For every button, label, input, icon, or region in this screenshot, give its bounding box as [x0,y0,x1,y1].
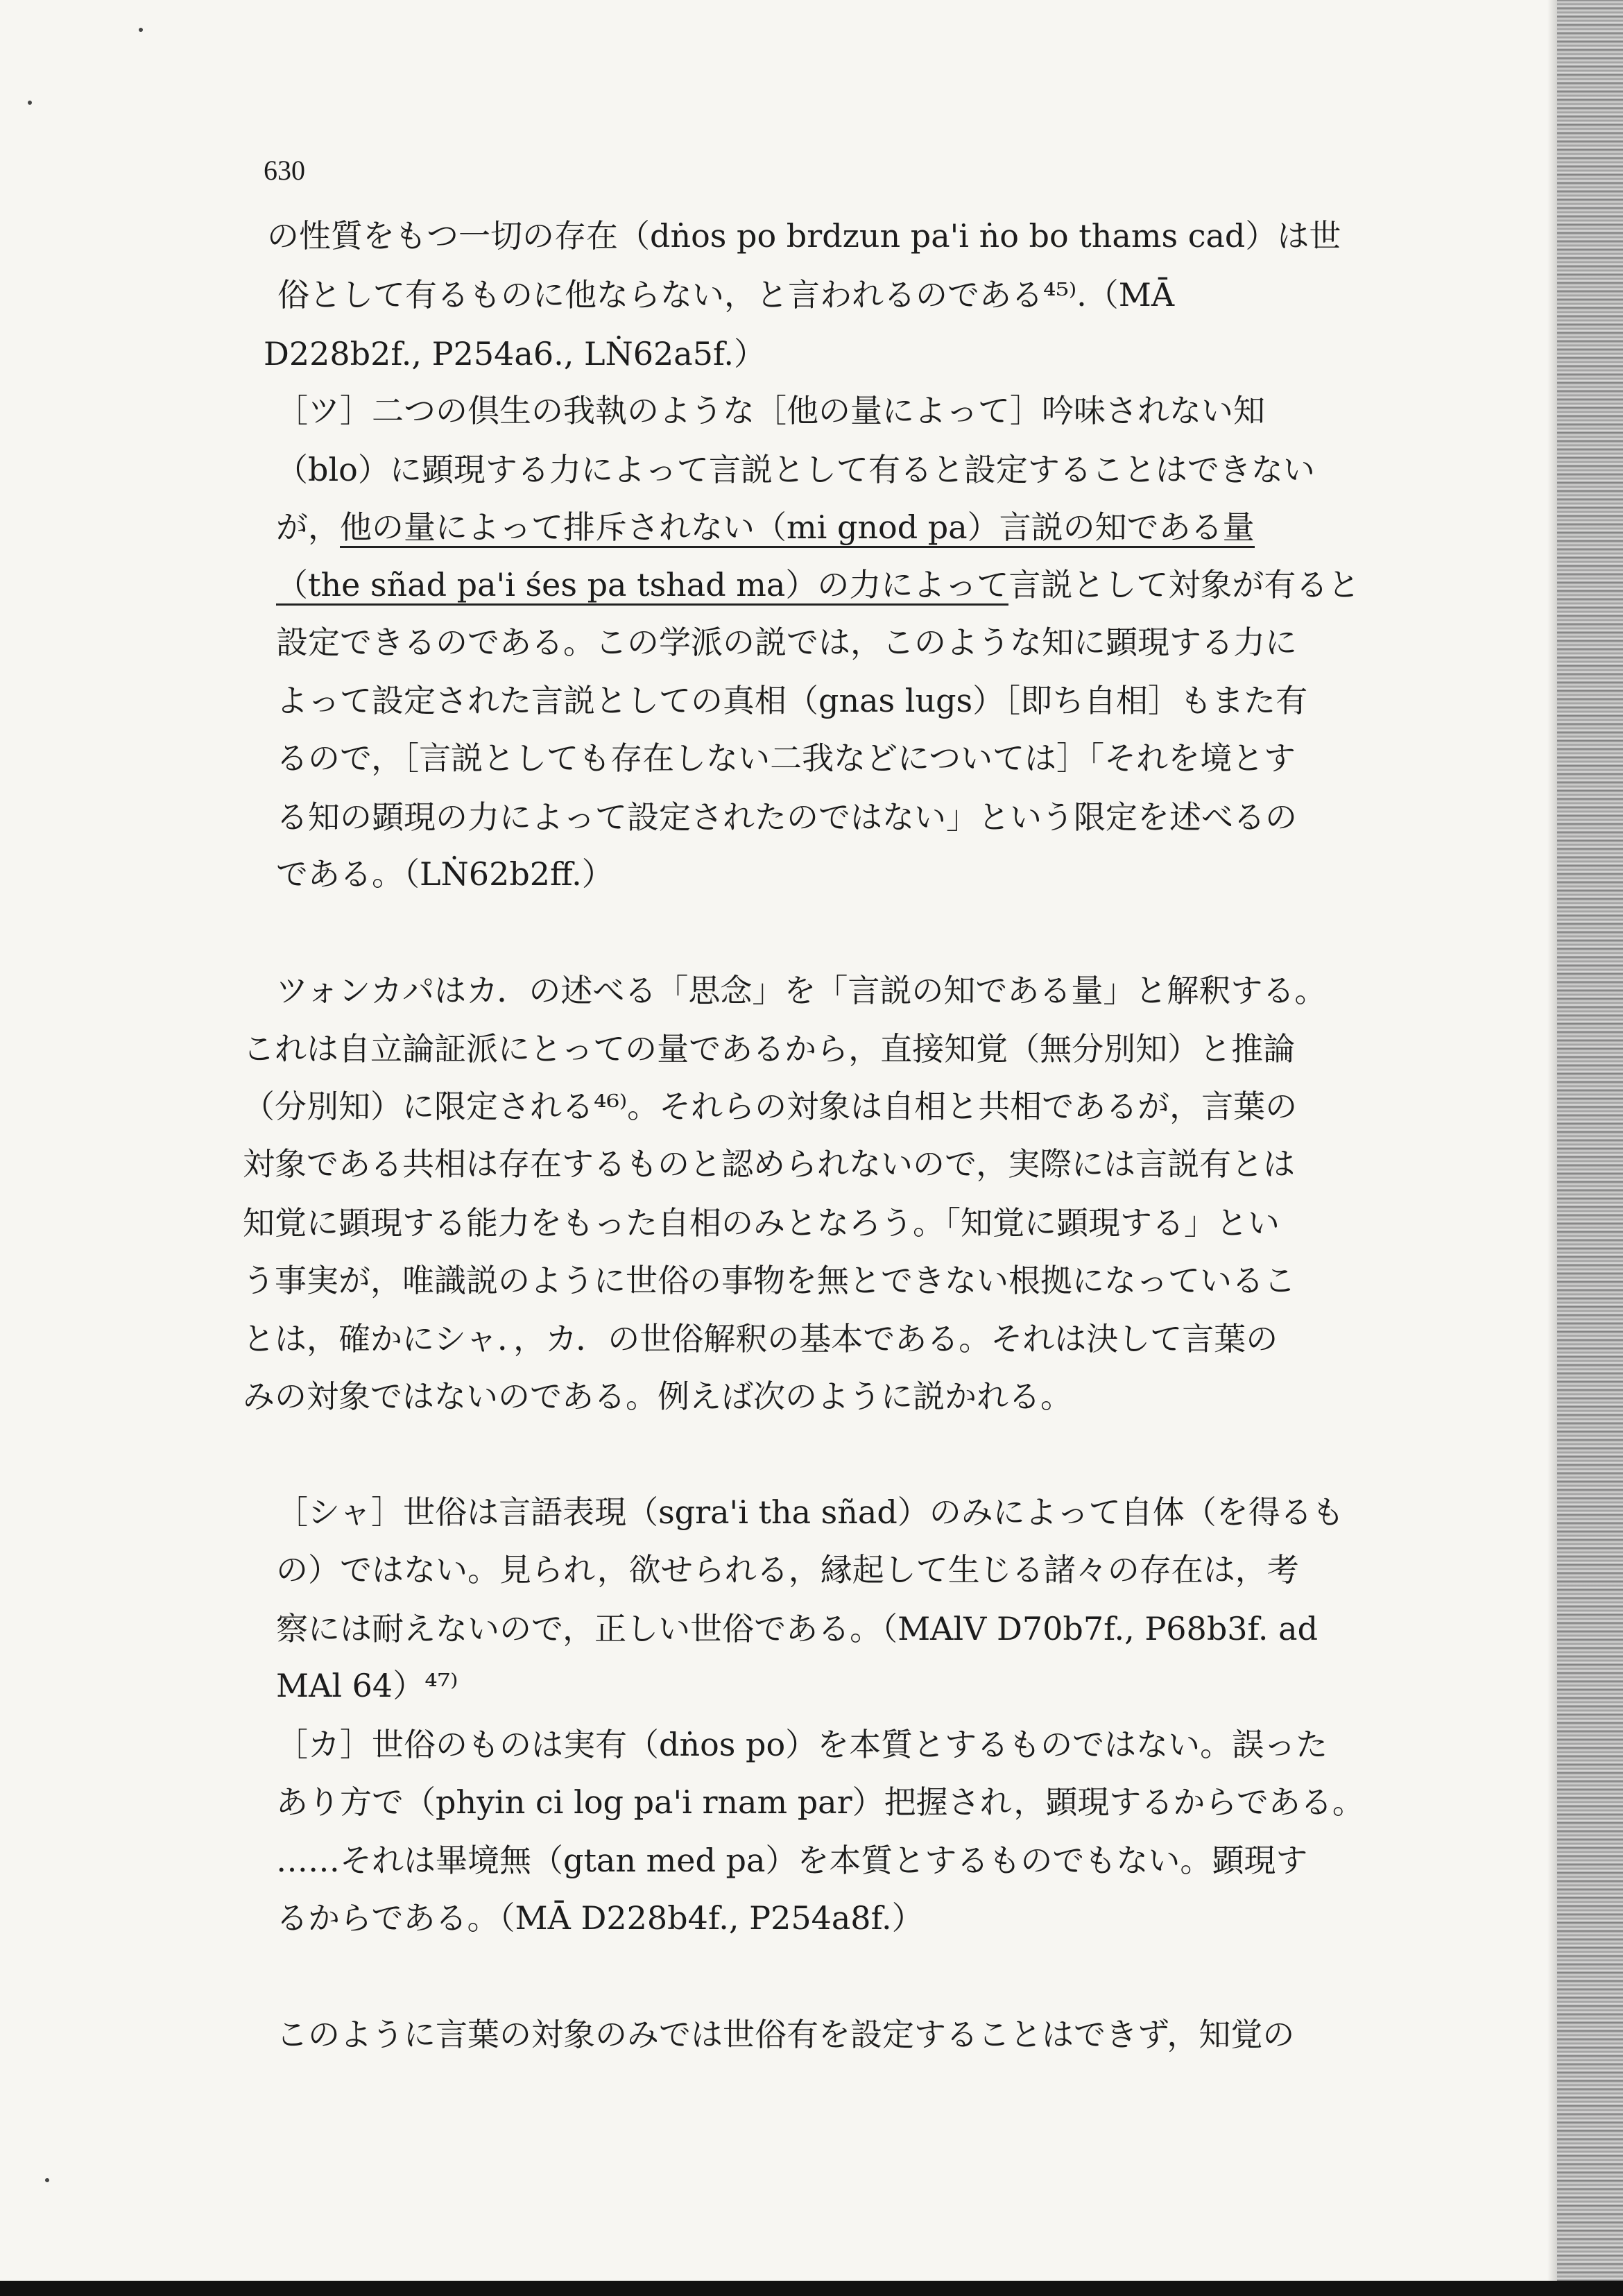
text-line: これは自立論証派にとっての量であるから，直接知覚（無分別知）と推論 [243,1030,1296,1068]
text-line [276,506,1255,548]
text-line: ……それは畢境無（gtan med pa）を本質とするものでもない。顕現す [276,1842,1308,1879]
text-line: このように言葉の対象のみでは世俗有を設定することはできず，知覚の [276,2016,1295,2053]
scan-speck [45,2178,49,2182]
text-line: である。（LṄ62b2ff.） [276,855,614,893]
text-segment: が， [276,508,340,546]
text-line: （blo）に顕現する力によって言説として有ると設定することはできない [276,451,1315,488]
text-line: 察には耐えないので，正しい世俗である。（MAlV D70b7f., P68b3f. ad [276,1610,1319,1647]
text-line: 知覚に顕現する能力をもった自相のみとなろう。「知覚に顕現する」とい [243,1204,1280,1242]
text-line: ［シャ］世俗は言語表現（sgra'i tha sñad）のみによって自体（を得るも [276,1493,1344,1531]
text-line: ［ツ］二つの倶生の我執のような［他の量によって］吟味されない知 [276,392,1265,429]
text-line: （分別知）に限定される⁴⁶⁾。それらの対象は自相と共相であるが，言葉の [243,1088,1298,1125]
text-line [276,564,1359,606]
text-line: あり方で（phyin ci log pa'i rnam par）把握され，顕現するからである。 [276,1783,1364,1821]
text-line: MAl 64）⁴⁷⁾ [276,1667,458,1704]
text-line: る知の顕現の力によって設定されたのではない」という限定を述べるの [276,798,1297,836]
text-line: の）ではない。見られ，欲せられる，縁起して生じる諸々の存在は，考 [276,1551,1299,1588]
scan-edge-artifact [1557,0,1623,2296]
text-line: 対象である共相は存在するものと認められないので，実際には言説有とは [243,1145,1296,1183]
underlined-text: （the sñad pa'i śes pa tshad ma）の力によって [276,566,1008,606]
text-line: 設定できるのである。この学派の説では，このような知に顕現する力に [276,624,1297,661]
text-line: ツォンカパはカ．の述べる「思念」を「言説の知である量」と解釈する。 [276,972,1327,1009]
text-line: ［カ］世俗のものは実有（dṅos po）を本質とするものではない。誤った [276,1726,1328,1763]
underlined-text: 他の量によって排斥されない（mi gnod pa）言説の知である量 [340,508,1255,548]
text-segment: 言説として対象が有ると [1008,566,1360,603]
text-line: とは，確かにシャ．，カ．の世俗解釈の基本である。それは決して言葉の [243,1320,1278,1357]
scan-bottom-bar [0,2281,1623,2296]
text-line: みの対象ではないのである。例えば次のように説かれる。 [243,1378,1072,1415]
text-line: るので，［言説としても存在しない二我などについては］「それを境とす [276,739,1296,777]
page-edge-shadow [1547,0,1557,2296]
text-line: るからである。（MĀ D228b4f., P254a8f.） [276,1899,924,1937]
scan-speck [139,28,143,32]
scan-speck [28,101,32,105]
text-line: D228b2f., P254a6., LṄ62a5f.） [264,335,766,372]
text-line: う事実が，唯識説のように世俗の事物を無とできない根拠になっているこ [243,1262,1296,1299]
text-line: の性質をもつ一切の存在（dṅos po brdzun pa'i ṅo bo thams cad）は世 [267,217,1341,255]
text-line: 俗として有るものに他ならない，と言われるのである⁴⁵⁾.（MĀ [277,276,1175,314]
text-line: よって設定された言説としての真相（gnas lugs）［即ち自相］もまた有 [276,682,1308,719]
page-number: 630 [264,155,305,186]
